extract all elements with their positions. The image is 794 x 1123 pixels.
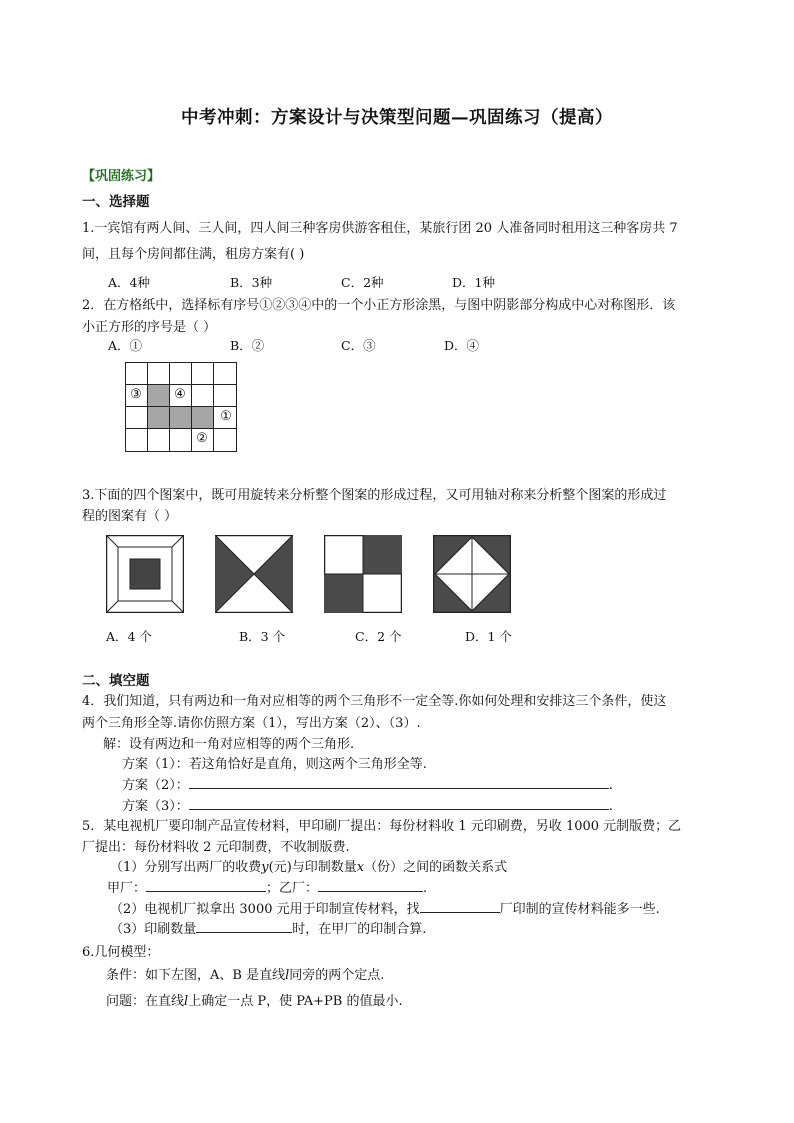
q5-sub3-blank <box>196 920 292 933</box>
jia-blank <box>146 879 266 892</box>
section-heading-fill: 二、填空题 <box>82 673 150 689</box>
q4-plan1: 方案（1）：若这角恰好是直角，则这两个三角形全等. <box>122 757 427 772</box>
q5-sub1-text-a: （1）分别写出两厂的收费 <box>110 860 262 875</box>
q2-option-a: A．① <box>108 338 143 353</box>
q6-question-text-a: 问题：在直线 <box>106 994 185 1009</box>
grid-label-1: ① <box>220 409 232 424</box>
jia-label: 甲厂： <box>107 881 147 896</box>
q5-sub1-text-c: （份）之间的函数关系式 <box>364 860 508 875</box>
q1-option-a: A．4种 <box>108 275 150 290</box>
grid-label-3: ③ <box>130 387 142 402</box>
q4-plan2-blank <box>189 776 609 789</box>
q5-sub2-blank <box>420 900 500 913</box>
q4-plan3-blank <box>189 797 609 810</box>
shaded-cell <box>147 406 169 428</box>
var-x: x <box>356 860 365 875</box>
q5-answer-row: 甲厂： ；乙厂： . <box>107 881 428 896</box>
q2-grid-figure <box>125 362 237 452</box>
q6-question-text-b: 上确定一点 P，使 PA+PB 的值最小. <box>188 994 403 1009</box>
q3-option-c: C．2 个 <box>355 629 402 644</box>
shaded-cell <box>169 406 191 428</box>
section-heading-choice: 一、选择题 <box>82 194 150 210</box>
q2-line1: 2．在方格纸中，选择标有序号①②③④中的一个小正方形涂黑，与图中阴影部分构成中心对称图形．该 <box>82 298 676 313</box>
q4-line1: 4．我们知道，只有两边和一角对应相等的两个三角形不一定全等.你如何处理和安排这三个条件，使这 <box>82 694 667 709</box>
yi-label: ；乙厂： <box>266 881 319 896</box>
q5-sub3 <box>110 918 426 937</box>
var-y: y <box>261 860 269 875</box>
pattern-a-figure <box>106 535 184 613</box>
q5-sub1 <box>110 856 507 875</box>
q5-line2: 厂提出：每份材料收 2 元印制费，不收制版费. <box>82 840 350 855</box>
q1-line2: 间，且每个房间都住满，租房方案有( ) <box>82 247 305 262</box>
var-l: l <box>285 968 290 983</box>
shaded-cell <box>147 384 169 406</box>
q1-option-b: B．3种 <box>230 275 273 290</box>
q5-sub3-text-a: （3）印刷数量 <box>110 922 197 937</box>
q6-condition-text-a: 条件：如下左图，A、B 是直线 <box>106 968 286 983</box>
q4-line2: 两个三角形全等.请你仿照方案（1），写出方案（2）、（3）. <box>82 716 421 731</box>
q6-condition <box>106 964 384 983</box>
q2-line2: 小正方形的序号是（ ） <box>82 320 217 335</box>
q4-plan2-label: 方案（2）： <box>122 778 189 793</box>
q3-option-d: D．1 个 <box>465 629 512 644</box>
q1-line1: 1.一宾馆有两人间、三人间，四人间三种客房供游客租住，某旅行团 20 人准备同时租用这三种客房共 7 <box>82 221 678 236</box>
q2-option-d: D．④ <box>444 338 480 353</box>
q6-line1: 6.几何模型： <box>82 945 160 960</box>
q5-sub1-text-b: (元)与印制数量 <box>268 860 357 875</box>
pattern-d-figure <box>433 535 511 613</box>
pattern-c-figure <box>324 535 402 613</box>
grid-label-4: ④ <box>174 387 186 402</box>
q4-plan3-row: 方案（3）： . <box>122 799 613 814</box>
q3-line2: 程的图案有（ ） <box>82 509 178 524</box>
shaded-cell <box>191 406 213 428</box>
grid-label-2: ② <box>196 431 208 446</box>
q5-sub3-text-b: 时，在甲厂的印制合算. <box>292 922 427 937</box>
q2-option-c: C．③ <box>341 338 376 353</box>
q4-solution: 解：设有两边和一角对应相等的两个三角形. <box>103 737 355 752</box>
var-l: l <box>184 994 189 1009</box>
q3-line1: 3.下面的四个图案中，既可用旋转来分析整个图案的形成过程，又可用轴对称来分析整个图案的形成过 <box>82 488 667 503</box>
q1-option-c: C．2种 <box>341 275 384 290</box>
q2-option-b: B．② <box>230 338 265 353</box>
q6-condition-text-b: 同旁的两个定点. <box>289 968 385 983</box>
q5-line1: 5．某电视机厂要印制产品宣传材料，甲印刷厂提出：每份材料收 1 元印刷费，另收 1000 元制版费；乙 <box>82 819 682 834</box>
q3-option-a: A．4 个 <box>106 629 152 644</box>
q6-question <box>106 990 403 1009</box>
q3-option-b: B．3 个 <box>239 629 286 644</box>
page-title: 中考冲刺：方案设计与决策型问题—巩固练习（提高） <box>181 108 613 128</box>
section-tag: 【巩固练习】 <box>82 169 161 184</box>
q5-sub2-text-a: （2）电视机厂拟拿出 3000 元用于印制宣传材料，找 <box>110 902 420 917</box>
q1-option-d: D．1种 <box>452 275 495 290</box>
q4-plan2-row: 方案（2）： . <box>122 778 613 793</box>
q4-plan3-label: 方案（3）： <box>122 799 189 814</box>
pattern-b-figure <box>215 535 293 613</box>
q5-sub2 <box>110 898 660 917</box>
yi-blank <box>318 879 423 892</box>
q5-sub2-text-b: 厂印制的宣传材料能多一些. <box>499 902 660 917</box>
